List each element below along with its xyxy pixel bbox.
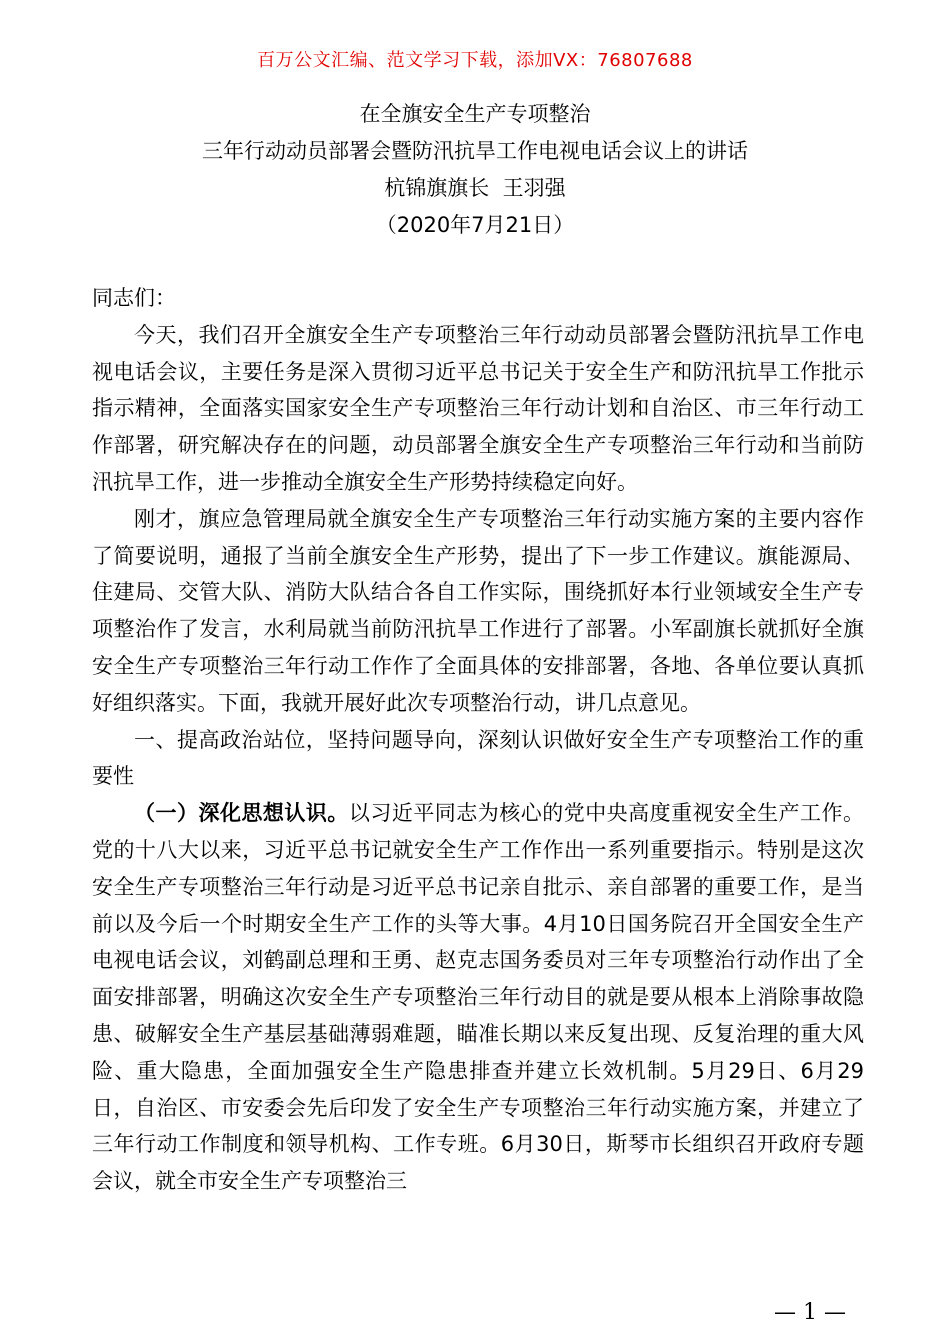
page-number: — 1 — bbox=[774, 1300, 846, 1325]
paragraph-2: 刚才，旗应急管理局就全旗安全生产专项整治三年行动实施方案的主要内容作了简要说明，通报了当前全旗安全生产形势，提出了下一步工作建议。旗能源局、住建局、交管大队、消防大队结合各自工作实际，围绕抓好本行业领域安全生产专项整治作了发言，水利局就当前防汛抗旱工作进行了部署。小军副旗长就抓好全旗安全生产专项整治三年行动工作作了全面具体的安排部署，各地、各单位要认真抓好组织落实。下面，我就开展好此次专项整治行动，讲几点意见。 bbox=[92, 506, 864, 715]
document-title-block bbox=[0, 96, 950, 244]
salutation: 同志们： bbox=[92, 286, 176, 310]
title-line-1: 在全旗安全生产专项整治 bbox=[359, 102, 591, 126]
subsection-1-text: 以习近平同志为核心的党中央高度重视安全生产工作。党的十八大以来，习近平总书记就安全生产工作作出一系列重要指示。特别是这次安全生产专项整治三年行动是习近平总书记亲自批示、亲自部署的重要工作，是当前以及今后一个时期安全生产工作的头等大事。4月10日国务院召开全国安全生产电视电话会议，刘鹤副总理和王勇、赵克志国务委员对三年专项整治行动作出了全面安排部署，明确这次安全生产专项整治三年行动目的就是要从根本上消除事故隐患、破解安全生产基层基础薄弱难题，瞄准长期以来反复出现、反复治理的重大风险、重大隐患，全面加强安全生产隐患排查并建立长效机制。5月29日、6月29日，自治区、市安委会先后印发了安全生产专项整治三年行动实施方案，并建立了三年行动工作制度和领导机构、工作专班。6月30日，斯琴市长组织召开政府专题会议，就全市安全生产专项整治三 bbox=[92, 801, 865, 1194]
date-line: （2020年7月21日） bbox=[375, 213, 575, 237]
speaker-line: 杭锦旗旗长 王羽强 bbox=[384, 176, 566, 200]
title-line-2: 三年行动动员部署会暨防汛抗旱工作电视电话会议上的讲话 bbox=[202, 139, 748, 163]
watermark-text: 百万公文汇编、范文学习下载，添加VX：76807688 bbox=[257, 50, 693, 71]
document-body bbox=[92, 280, 864, 1200]
paragraph-1: 今天，我们召开全旗安全生产专项整治三年行动动员部署会暨防汛抗旱工作电视电话会议，主要任务是深入贯彻习近平总书记关于安全生产和防汛抗旱工作批示指示精神，全面落实国家安全生产专项整治三年行动计划和自治区、市三年行动工作部署，研究解决存在的问题，动员部署全旗安全生产专项整治三年行动和当前防汛抗旱工作，进一步推动全旗安全生产形势持续稳定向好。 bbox=[92, 322, 864, 494]
section-1-heading: 一、提高政治站位，坚持问题导向，深刻认识做好安全生产专项整治工作的重要性 bbox=[92, 727, 864, 789]
subsection-1-lead: （一）深化思想认识。 bbox=[134, 801, 349, 826]
subsection-1 bbox=[92, 795, 864, 1200]
